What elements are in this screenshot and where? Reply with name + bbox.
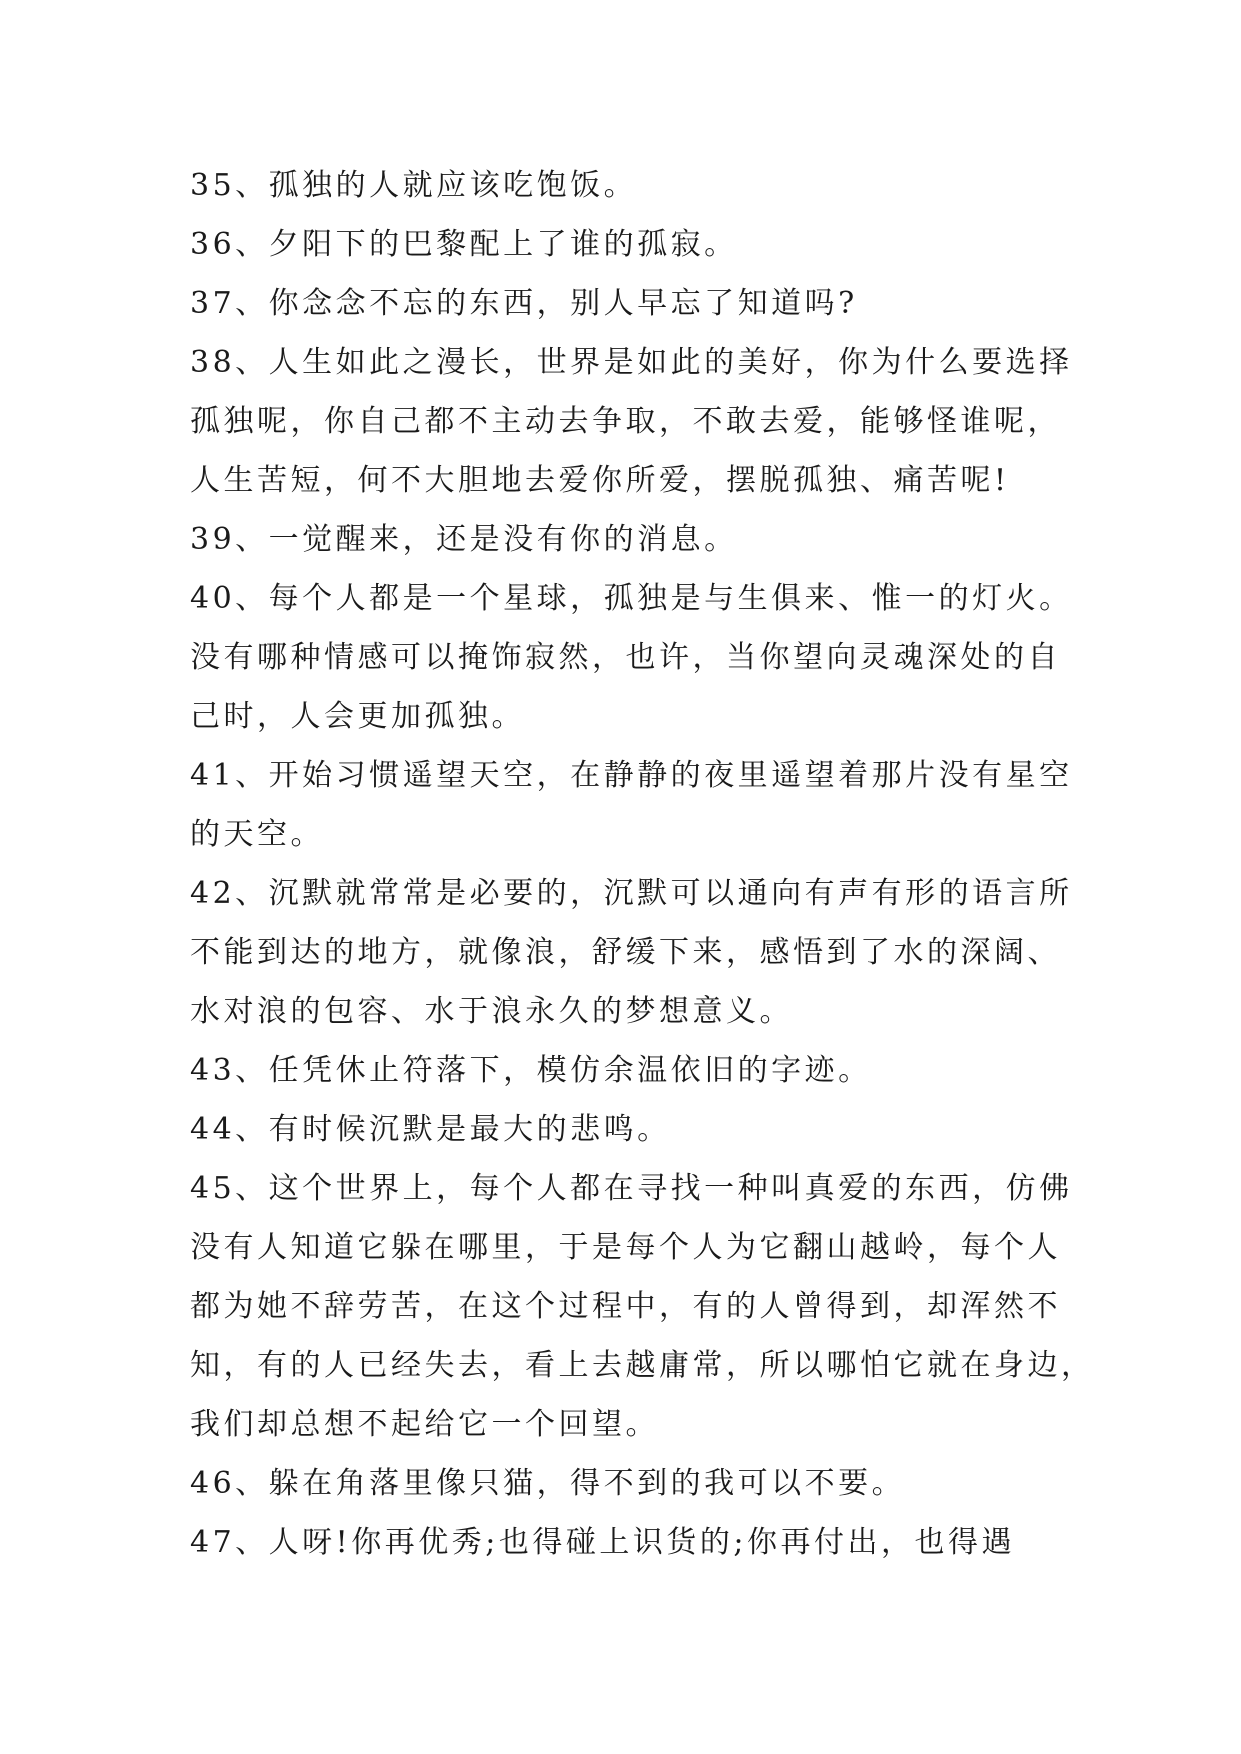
text-line-47: 47、人呀!你再优秀;也得碰上识货的;你再付出，也得遇	[190, 1525, 1015, 1560]
text-line-38: 38、人生如此之漫长，世界是如此的美好，你为什么要选择	[190, 345, 1073, 380]
text-line-46: 46、躲在角落里像只猫，得不到的我可以不要。	[190, 1466, 906, 1501]
text-line-38-cont-2: 人生苦短，何不大胆地去爱你所爱，摆脱孤独、痛苦呢!	[190, 463, 1010, 498]
text-line-40-cont-2: 己时，人会更加孤独。	[190, 699, 525, 734]
text-line-42: 42、沉默就常常是必要的，沉默可以通向有声有形的语言所	[190, 876, 1073, 911]
text-line-40-cont-1: 没有哪种情感可以掩饰寂然，也许，当你望向灵魂深处的自	[190, 640, 1061, 675]
text-line-44: 44、有时候沉默是最大的悲鸣。	[190, 1112, 671, 1147]
text-line-41-cont-1: 的天空。	[190, 817, 324, 852]
text-line-40: 40、每个人都是一个星球，孤独是与生俱来、惟一的灯火。	[190, 581, 1073, 616]
text-line-35: 35、孤独的人就应该吃饱饭。	[190, 168, 638, 203]
text-line-45-cont-2: 都为她不辞劳苦，在这个过程中，有的人曾得到，却浑然不	[190, 1289, 1061, 1324]
text-line-45-cont-3: 知，有的人已经失去，看上去越庸常，所以哪怕它就在身边，	[190, 1348, 1095, 1383]
text-line-45-cont-4: 我们却总想不起给它一个回望。	[190, 1407, 659, 1442]
text-line-45: 45、这个世界上，每个人都在寻找一种叫真爱的东西，仿佛	[190, 1171, 1073, 1206]
text-line-38-cont-1: 孤独呢，你自己都不主动去争取，不敢去爱，能够怪谁呢，	[190, 404, 1061, 439]
text-line-42-cont-2: 水对浪的包容、水于浪永久的梦想意义。	[190, 994, 793, 1029]
document-body	[190, 156, 1095, 1572]
text-line-39: 39、一觉醒来，还是没有你的消息。	[190, 522, 738, 557]
text-line-41: 41、开始习惯遥望天空，在静静的夜里遥望着那片没有星空	[190, 758, 1073, 793]
text-line-37: 37、你念念不忘的东西，别人早忘了知道吗?	[190, 286, 858, 321]
text-line-42-cont-1: 不能到达的地方，就像浪，舒缓下来，感悟到了水的深阔、	[190, 935, 1061, 970]
text-line-45-cont-1: 没有人知道它躲在哪里，于是每个人为它翻山越岭，每个人	[190, 1230, 1061, 1265]
text-line-36: 36、夕阳下的巴黎配上了谁的孤寂。	[190, 227, 738, 262]
text-line-43: 43、任凭休止符落下，模仿余温依旧的字迹。	[190, 1053, 872, 1088]
